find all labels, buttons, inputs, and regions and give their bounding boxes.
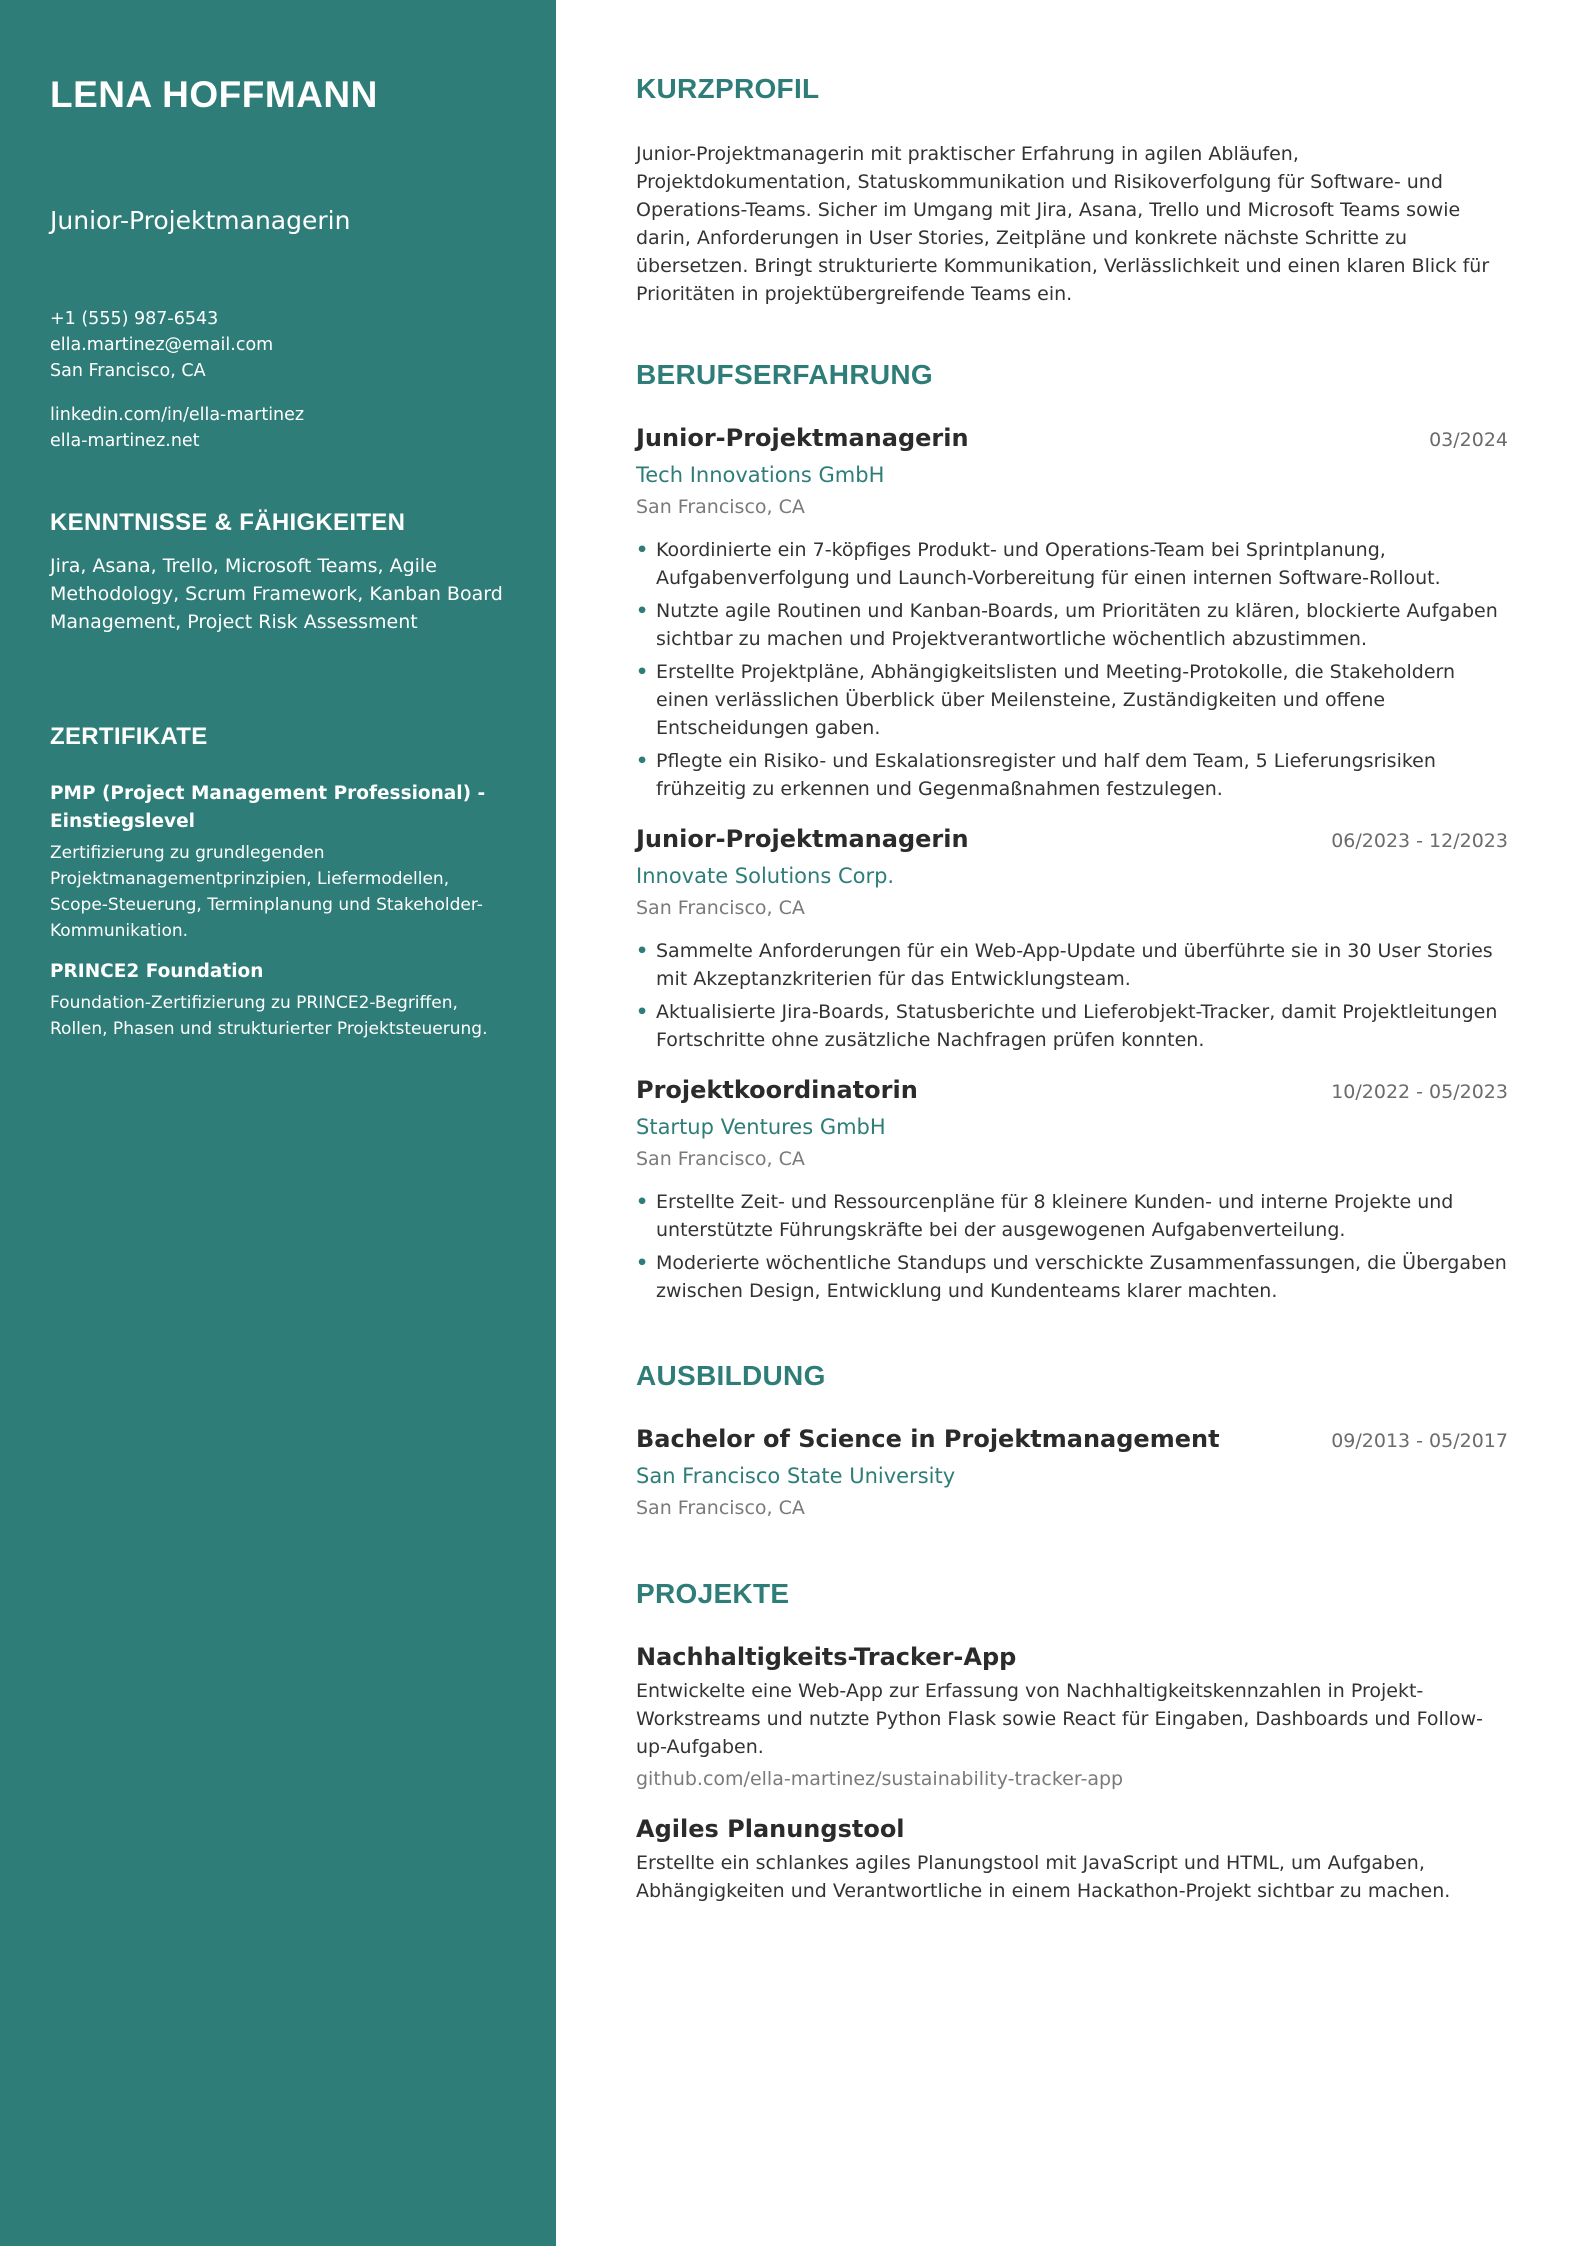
skills-text: Jira, Asana, Trello, Microsoft Teams, Agile Methodology, Scrum Framework, Kanban Board Management, Project Risk Assessment xyxy=(50,555,503,633)
contact-block xyxy=(50,306,506,384)
bullet-item: • Moderierte wöchentliche Standups und verschickte Zusammenfassungen, die Übergaben zwischen Design, Entwicklung und Kundenteams klarer machten. xyxy=(636,1249,1508,1305)
certificate-title: PRINCE2 Foundation xyxy=(50,961,264,982)
job-date: 03/2024 xyxy=(1429,429,1508,451)
bullet-item: • Erstellte Zeit- und Ressourcenpläne für 8 kleinere Kunden- und interne Projekte und unterstützte Führungskräfte bei der ausgewogenen Aufgabenverteilung. xyxy=(636,1188,1508,1244)
job-company: Innovate Solutions Corp. xyxy=(636,864,895,888)
education-heading: AUSBILDUNG xyxy=(636,1360,826,1391)
job-title: Junior-Projektmanagerin xyxy=(636,424,969,452)
job-bullets xyxy=(636,1188,1508,1305)
job-entry xyxy=(636,422,1508,803)
candidate-name: LENA HOFFMANN xyxy=(50,74,378,115)
project-description: Entwickelte eine Web-App zur Erfassung von Nachhaltigkeitskennzahlen in Projekt-Workstreams und nutzte Python Flask sowie React für Eingaben, Dashboards und Follow-up-Aufgaben. xyxy=(636,1680,1484,1758)
certificate-description: Zertifizierung zu grundlegenden Projektmanagementprinzipien, Liefermodellen, Scope-Steuerung, Terminplanung und Stakeholder-Kommunikation. xyxy=(50,843,483,941)
job-date: 06/2023 - 12/2023 xyxy=(1331,830,1508,852)
job-location: San Francisco, CA xyxy=(636,1148,805,1170)
certificates-heading: ZERTIFIKATE xyxy=(50,723,208,750)
degree-title: Bachelor of Science in Projektmanagement xyxy=(636,1425,1220,1453)
bullet-item: • Aktualisierte Jira-Boards, Statusberichte und Lieferobjekt-Tracker, damit Projektleitungen Fortschritte ohne zusätzliche Nachfragen prüfen konnten. xyxy=(636,998,1508,1054)
main-content xyxy=(636,72,1508,1905)
job-company: Tech Innovations GmbH xyxy=(636,463,885,487)
project-title: Agiles Planungstool xyxy=(636,1815,905,1843)
phone-number[interactable]: +1 (555) 987-6543 xyxy=(50,309,219,329)
bullet-item: • Pflegte ein Risiko- und Eskalationsregister und half dem Team, 5 Lieferungsrisiken frühzeitig zu erkennen und Gegenmaßnahmen festzulegen. xyxy=(636,747,1508,803)
bullet-dot-icon: • xyxy=(636,1001,649,1023)
summary-text: Junior-Projektmanagerin mit praktischer Erfahrung in agilen Abläufen, Projektdokumentation, Statuskommunikation und Risikoverfolgung für Software- und Operations-Teams. Sicher im Umgang mit Jira, Asana, Trello und Microsoft Teams sowie darin, Anforderungen in User Stories, Zeitpläne und konkrete nächste Schritte zu übersetzen. Bringt strukturierte Kommunikation, Verlässlichkeit und einen klaren Blick für Prioritäten in projektübergreifende Teams ein. xyxy=(636,143,1490,305)
job-location: San Francisco, CA xyxy=(636,496,805,518)
bullet-dot-icon: • xyxy=(636,661,649,683)
email-address[interactable]: ella.martinez@email.com xyxy=(50,335,274,355)
bullet-dot-icon: • xyxy=(636,1191,649,1213)
certificate-item xyxy=(50,958,506,1042)
education-date: 09/2013 - 05/2017 xyxy=(1331,1430,1508,1452)
location: San Francisco, CA xyxy=(50,361,206,381)
education-entry xyxy=(636,1423,1508,1523)
project-title: Nachhaltigkeits-Tracker-App xyxy=(636,1643,1017,1671)
links-block xyxy=(50,402,506,454)
job-date: 10/2022 - 05/2023 xyxy=(1331,1081,1508,1103)
job-title: Junior-Projektmanagerin xyxy=(636,825,969,853)
job-entry xyxy=(636,823,1508,1054)
bullet-dot-icon: • xyxy=(636,1252,649,1274)
sidebar xyxy=(0,0,556,2246)
projects-heading: PROJEKTE xyxy=(636,1578,790,1609)
project-link[interactable]: github.com/ella-martinez/sustainability-tracker-app xyxy=(636,1768,1124,1790)
linkedin-link[interactable]: linkedin.com/in/ella-martinez xyxy=(50,405,305,425)
project-entry xyxy=(636,1813,1508,1905)
job-bullets xyxy=(636,536,1508,803)
job-location: San Francisco, CA xyxy=(636,897,805,919)
bullet-dot-icon: • xyxy=(636,539,649,561)
summary-heading: KURZPROFIL xyxy=(636,73,820,104)
experience-heading: BERUFSERFAHRUNG xyxy=(636,359,933,390)
bullet-dot-icon: • xyxy=(636,600,649,622)
school-name: San Francisco State University xyxy=(636,1464,956,1488)
job-company: Startup Ventures GmbH xyxy=(636,1115,886,1139)
bullet-dot-icon: • xyxy=(636,750,649,772)
bullet-item: • Sammelte Anforderungen für ein Web-App-Update und überführte sie in 30 User Stories mit Akzeptanzkriterien für das Entwicklungsteam. xyxy=(636,937,1508,993)
project-entry xyxy=(636,1641,1508,1793)
bullet-item: • Koordinierte ein 7-köpfiges Produkt- und Operations-Team bei Sprintplanung, Aufgabenverfolgung und Launch-Vorbereitung für einen internen Software-Rollout. xyxy=(636,536,1508,592)
job-bullets xyxy=(636,937,1508,1054)
certificate-item xyxy=(50,780,506,944)
project-description: Erstellte ein schlankes agiles Planungstool mit JavaScript und HTML, um Aufgaben, Abhängigkeiten und Verantwortliche in einem Hackathon-Projekt sichtbar zu machen. xyxy=(636,1852,1451,1902)
bullet-item: • Erstellte Projektpläne, Abhängigkeitslisten und Meeting-Protokolle, die Stakeholdern einen verlässlichen Überblick über Meilensteine, Zuständigkeiten und offene Entscheidungen gaben. xyxy=(636,658,1508,742)
school-location: San Francisco, CA xyxy=(636,1497,805,1519)
job-entry xyxy=(636,1074,1508,1305)
skills-heading: KENNTNISSE & FÄHIGKEITEN xyxy=(50,509,406,536)
certificate-description: Foundation-Zertifizierung zu PRINCE2-Begriffen, Rollen, Phasen und strukturierter Projektsteuerung. xyxy=(50,993,488,1039)
bullet-dot-icon: • xyxy=(636,940,649,962)
website-link[interactable]: ella-martinez.net xyxy=(50,431,200,451)
candidate-role: Junior-Projektmanagerin xyxy=(50,206,351,235)
job-title: Projektkoordinatorin xyxy=(636,1076,918,1104)
certificate-title: PMP (Project Management Professional) - Einstiegslevel xyxy=(50,783,486,832)
bullet-item: • Nutzte agile Routinen und Kanban-Boards, um Prioritäten zu klären, blockierte Aufgaben sichtbar zu machen und Projektverantwortliche wöchentlich abzustimmen. xyxy=(636,597,1508,653)
